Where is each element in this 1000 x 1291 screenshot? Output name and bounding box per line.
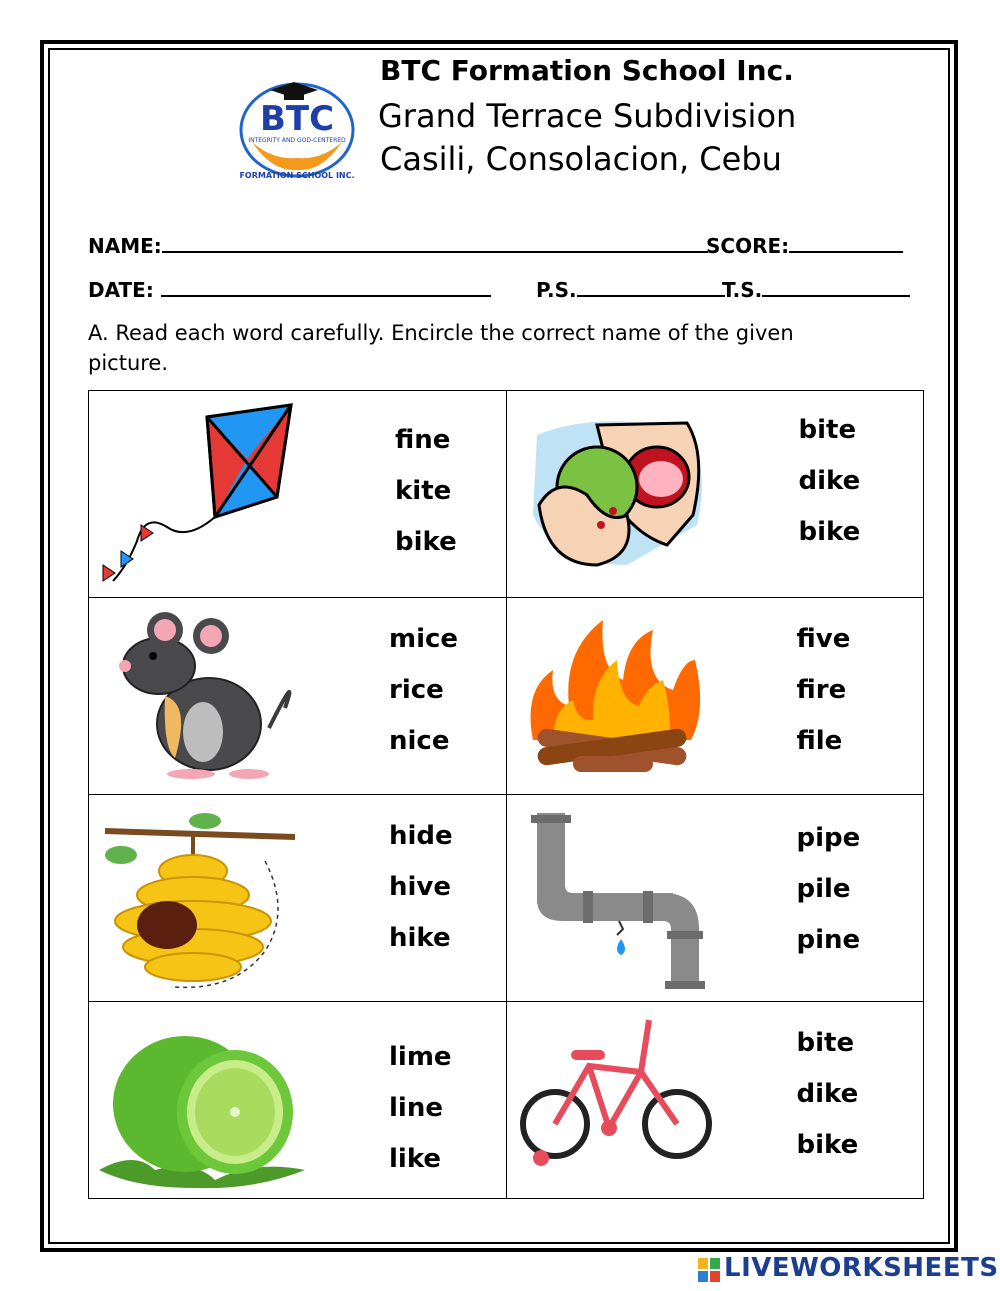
beehive-picture [95,801,295,997]
choice-word[interactable]: nice [389,726,450,756]
choice-word[interactable]: line [389,1093,443,1123]
kite-picture [97,401,297,597]
name-input-line[interactable] [162,233,708,253]
eating-apple-picture [517,415,717,579]
date-field [88,277,491,302]
choice-list [389,811,453,964]
choice-word[interactable]: mice [389,624,459,654]
instruction-text: A. Read each word carefully. Encircle the correct name of the given picture. [88,321,794,375]
ps-input-line[interactable] [577,277,725,297]
svg-text:INTEGRITY AND GOD-CENTERED: INTEGRITY AND GOD-CENTERED [248,137,346,144]
choice-word[interactable]: pine [796,925,861,955]
svg-text:FORMATION SCHOOL INC.: FORMATION SCHOOL INC. [239,171,355,180]
choice-word[interactable]: file [796,726,843,756]
choice-list [799,405,861,558]
item-cell [89,795,507,1002]
item-cell [506,795,924,1002]
choice-list [797,614,851,767]
ts-input-line[interactable] [762,277,910,297]
item-cell [506,1002,924,1199]
score-label: SCORE: [706,234,790,258]
choice-word[interactable]: fine [395,425,451,455]
choice-word[interactable]: bike [796,1130,859,1160]
choice-word[interactable]: dike [796,1079,859,1109]
choice-word[interactable]: five [796,624,851,654]
address-line-1: Grand Terrace Subdivision [378,97,797,135]
address-line-2: Casili, Consolacion, Cebu [380,140,782,178]
choice-word[interactable]: lime [389,1042,452,1072]
item-cell [506,391,924,598]
school-logo [232,72,362,184]
score-field [706,233,903,258]
picture-word-table [88,390,924,1199]
choice-list [797,813,861,966]
choice-word[interactable]: like [389,1144,442,1174]
choice-list [389,614,458,767]
score-input-line[interactable] [789,233,903,253]
name-field [88,233,708,258]
name-label: NAME: [88,234,162,258]
item-cell [89,391,507,598]
lime-picture [95,1020,315,1190]
choice-word[interactable]: bike [798,517,861,547]
fire-picture [523,610,703,788]
choice-word[interactable]: hide [389,821,453,851]
bicycle-picture [517,1012,717,1178]
liveworksheets-logo-icon [698,1258,720,1282]
choice-list [389,1032,452,1185]
school-name: BTC Formation School Inc. [380,54,794,87]
choice-word[interactable]: bite [796,1028,855,1058]
choice-word[interactable]: hike [389,923,451,953]
item-cell [506,598,924,795]
choice-word[interactable]: kite [395,476,452,506]
pipe-picture [523,809,713,993]
choice-word[interactable]: rice [389,675,444,705]
item-cell [89,1002,507,1199]
ts-field [722,277,910,302]
ts-label: T.S. [722,278,763,302]
choice-word[interactable]: pile [796,874,851,904]
item-cell [89,598,507,795]
date-input-line[interactable] [161,277,491,297]
choice-list [797,1018,859,1171]
ps-label: P.S. [536,278,577,302]
date-label: DATE: [88,278,154,302]
choice-word[interactable]: fire [796,675,847,705]
ps-field [536,277,725,302]
choice-list [395,415,457,568]
choice-word[interactable]: pipe [796,823,861,853]
choice-word[interactable]: hive [389,872,452,902]
choice-word[interactable]: dike [798,466,861,496]
svg-text:BTC: BTC [259,99,335,139]
mouse-picture [99,608,299,782]
liveworksheets-brand: LIVEWORKSHEETS [724,1253,999,1283]
choice-word[interactable]: bike [395,527,457,557]
choice-word[interactable]: bite [798,415,857,445]
